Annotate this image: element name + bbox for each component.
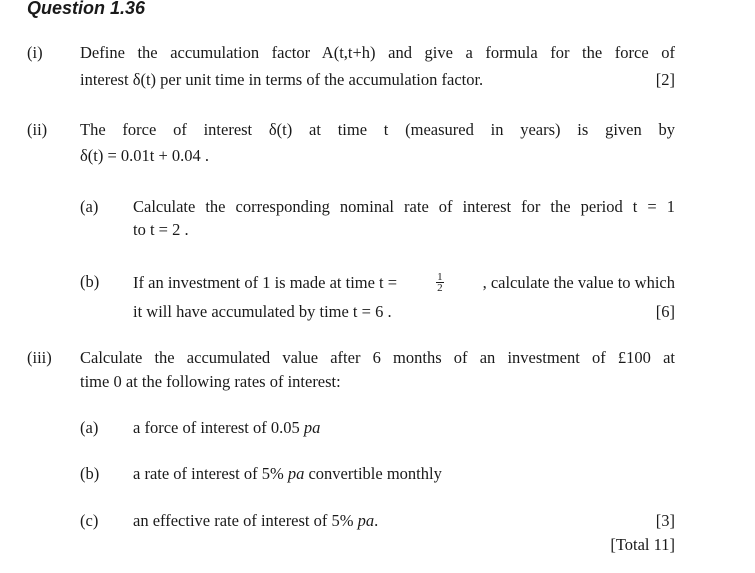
part-iii-c-text <box>133 511 378 531</box>
part-ii-b-letter: (b) <box>80 272 100 291</box>
part-ii-a-line-2: to t = 2 . <box>133 220 189 239</box>
part-ii-a-letter: (a) <box>80 197 99 216</box>
fraction-denominator: 2 <box>437 282 443 294</box>
part-iii-b-text-post: convertible monthly <box>304 464 442 483</box>
part-iii-c-pa: pa <box>357 511 375 530</box>
part-iii-b-letter: (b) <box>80 464 100 483</box>
part-i-number: (i) <box>27 43 43 62</box>
part-iii-a-pa: pa <box>303 418 321 437</box>
part-iii-a-text-main: a force of interest of 0.05 <box>133 418 304 437</box>
part-ii-b-line-1-pre: If an investment of 1 is made at time t = <box>133 272 398 292</box>
part-ii-b-line-1-post: , calculate the value to which <box>482 272 675 292</box>
part-iii-a-text <box>133 418 320 438</box>
part-i-marks: [2] <box>655 70 675 89</box>
part-iii-a-letter: (a) <box>80 418 99 437</box>
part-iii-marks: [3] <box>655 511 675 530</box>
question-title: Question 1.36 <box>27 0 146 18</box>
part-ii-marks: [6] <box>655 302 675 321</box>
part-iii-b-text <box>133 464 442 484</box>
part-i-line-2: interest δ(t) per unit time in terms of the accumulation factor. <box>80 70 484 89</box>
part-ii-a-line-1: Calculate the corresponding nominal rate of interest for the period t = 1 <box>133 197 675 216</box>
fraction-numerator: 1 <box>437 271 443 283</box>
part-i-line-1: Define the accumulation factor A(t,t+h) and give a formula for the force of <box>80 43 675 62</box>
part-iii-b-text-main: a rate of interest of 5% <box>133 464 288 483</box>
part-iii-b-pa: pa <box>287 464 305 483</box>
part-iii-c-text-main: an effective rate of interest of 5% <box>133 511 358 530</box>
part-iii-c-letter: (c) <box>80 511 99 530</box>
part-iii-line-2: time 0 at the following rates of interest: <box>80 372 341 391</box>
part-ii-b-line-2: it will have accumulated by time t = 6 . <box>133 302 392 321</box>
part-iii-number: (iii) <box>27 348 52 367</box>
part-ii-number: (ii) <box>27 120 48 139</box>
part-iii-c-text-post: . <box>374 511 379 530</box>
one-half-fraction <box>436 272 444 293</box>
part-iii-line-1: Calculate the accumulated value after 6 months of an investment of £100 at <box>80 348 675 367</box>
part-ii-b-line-1 <box>133 272 675 293</box>
question-total-marks: [Total 11] <box>610 535 675 554</box>
part-ii-line-1: The force of interest δ(t) at time t (measured in years) is given by <box>80 120 675 139</box>
part-ii-line-2: δ(t) = 0.01t + 0.04 . <box>80 146 210 165</box>
